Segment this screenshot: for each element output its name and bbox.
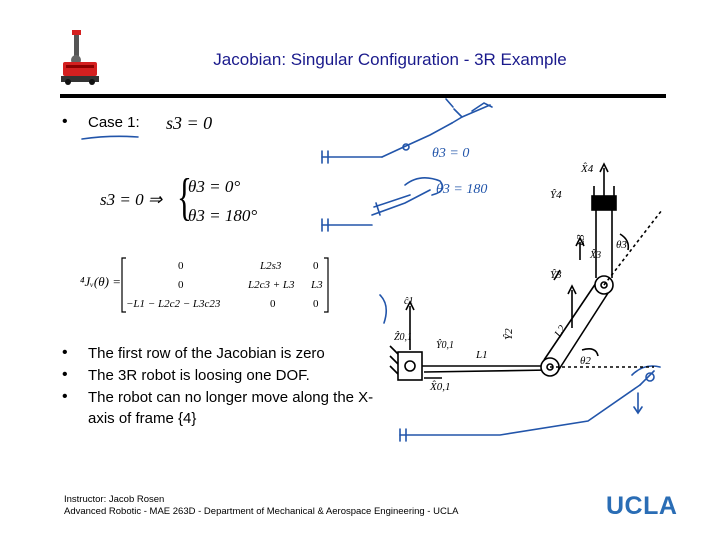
label-y01: Ŷ0,1 [436,340,455,351]
equation-case-180: θ3 = 180° [188,206,258,225]
case-label: Case 1: [88,114,140,131]
jacobian-cell-2-2: 0 [313,298,319,310]
label-L1: L1 [476,349,488,361]
jacobian-lhs: ⁴Jᵥ(θ) = [80,274,121,289]
label-y2: Ŷ2 [503,328,515,340]
label-z0: Ẑ0,1 [394,332,413,343]
label-x3: X̂3 [590,250,602,261]
bullet-text-2: The 3R robot is loosing one DOF. [88,367,310,384]
jacobian-cell-2-0: −L1 − L2c2 − L3c23 [126,298,221,310]
ucla-logo: UCLA [606,492,678,520]
label-x4: X̂4 [581,163,594,175]
bullet-marker: • [62,113,68,130]
jacobian-cell-1-1: L2c3 + L3 [248,279,295,291]
handwritten-theta3-zero: θ3 = 0 [432,146,470,161]
robot-arm-diagram [384,150,684,410]
footer [64,494,458,518]
jacobian-cell-0-1: L2s3 [260,260,282,272]
jacobian-cell-1-0: 0 [178,279,184,291]
bullet-marker: • [62,366,68,383]
label-theta2: θ2 [580,355,591,367]
bullet-text-1: The first row of the Jacobian is zero [88,345,325,362]
label-c1: ĉ1 [404,296,414,307]
handwritten-theta3-180: θ3 = 180 [436,182,488,197]
equation-brace: { [176,169,192,226]
case-condition: s3 = 0 [166,113,213,133]
bullet-marker: • [62,388,68,405]
bullet-marker: • [62,344,68,361]
bullet-text-3: The robot can no longer move along the X-axis of frame {4} [88,389,374,427]
label-L2: L2 [552,323,569,340]
robot-logo-icon [56,28,106,86]
jacobian-cell-1-2: L3 [311,279,323,291]
equation-lhs: s3 = 0 ⇒ [100,190,163,209]
footer-course: Advanced Robotic - MAE 263D - Department of Mechanical & Aerospace Engineering - UCLA [64,506,459,517]
label-y3: Ŷ3 [550,269,562,281]
jacobian-cell-0-2: 0 [313,260,319,272]
footer-instructor: Instructor: Jacob Rosen [64,494,165,505]
jacobian-cell-2-1: 0 [270,298,276,310]
label-x01: X̂0,1 [430,381,451,393]
label-L3: L3 [575,234,587,246]
equation-case-zero: θ3 = 0° [188,177,241,196]
slide-title: Jacobian: Singular Configuration - 3R Example [213,50,567,69]
label-y4: Ŷ4 [550,189,562,201]
label-theta3: θ3 [616,239,627,251]
jacobian-cell-0-0: 0 [178,260,184,272]
